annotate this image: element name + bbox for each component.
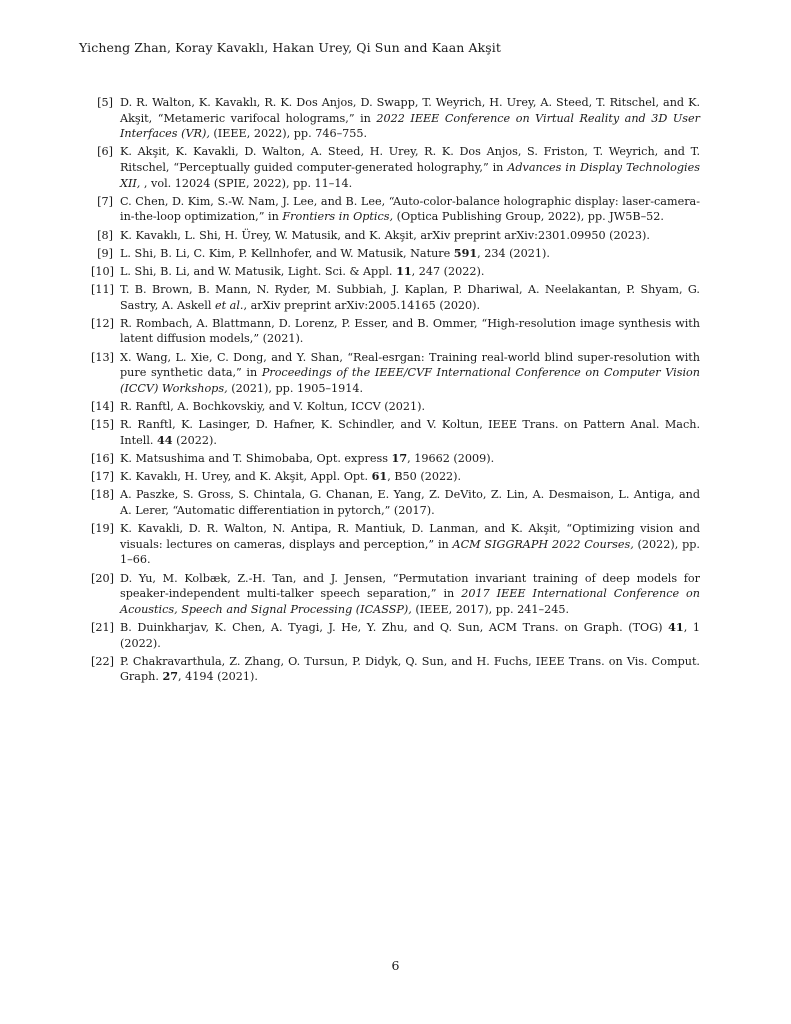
reference-segment: D. Yu, M. Kolbæk, Z.-H. Tan, and J. Jensen, “Permutation invariant training of deep models for speaker-independent multi-talker speech separation,” in xyxy=(120,571,700,601)
reference-number: [19] xyxy=(91,522,114,536)
reference-text xyxy=(120,654,700,685)
reference-segment: (IEEE, 2017), pp. 241–245. xyxy=(411,602,570,616)
reference-segment: , 4194 (2021). xyxy=(178,670,258,684)
reference-venue: et al. xyxy=(215,298,244,312)
reference-segment: K. Kavaklı, L. Shi, H. Ürey, W. Matusik, and K. Akşit, arXiv preprint arXiv:2301.09950 (2023). xyxy=(120,228,650,242)
reference-text xyxy=(120,350,700,397)
reference-entry xyxy=(91,264,700,280)
reference-entry xyxy=(91,194,700,225)
reference-segment: (IEEE, 2022), pp. 746–755. xyxy=(209,127,368,141)
reference-segment: (2022), pp. 1–66. xyxy=(120,537,700,567)
reference-entry xyxy=(91,487,700,518)
reference-entry xyxy=(91,316,700,347)
reference-text xyxy=(120,417,700,448)
reference-segment: R. Rombach, A. Blattmann, D. Lorenz, P. Esser, and B. Ommer, “High-resolution image synthesis with latent diffusion models,” (2021). xyxy=(120,316,700,346)
reference-segment: (2022). xyxy=(172,433,217,447)
reference-text xyxy=(120,399,700,415)
reference-segment: X. Wang, L. Xie, C. Dong, and Y. Shan, “Real-esrgan: Training real-world blind super-resolution with pure synthetic data,” in xyxy=(120,350,700,380)
reference-number: [15] xyxy=(91,418,114,432)
reference-text xyxy=(120,521,700,568)
reference-entry xyxy=(91,282,700,313)
reference-entry xyxy=(91,620,700,651)
reference-number: [7] xyxy=(97,194,113,208)
reference-entry xyxy=(91,521,700,568)
reference-segment: C. Chen, D. Kim, S.-W. Nam, J. Lee, and B. Lee, “Auto-color-balance holographic display: laser-camera-in-the-loop optimization,” in xyxy=(120,194,700,224)
reference-entry xyxy=(91,399,700,415)
reference-entry xyxy=(91,469,700,485)
reference-number: [17] xyxy=(91,470,114,484)
reference-segment: , arXiv preprint arXiv:2005.14165 (2020). xyxy=(243,298,481,312)
reference-segment: D. R. Walton, K. Kavaklı, R. K. Dos Anjos, D. Swapp, T. Weyrich, H. Urey, A. Steed, T. Ritschel, and K. Akşit, “Metameric varifocal holograms,” in xyxy=(120,96,700,125)
reference-entry xyxy=(91,417,700,448)
reference-segment: P. Chakravarthula, Z. Zhang, O. Tursun, P. Didyk, Q. Sun, and H. Fuchs, IEEE Trans. on Vis. Comput. Graph. xyxy=(120,654,700,684)
reference-segment: K. Kavaklı, H. Urey, and K. Akşit, Appl. Opt. xyxy=(120,470,372,484)
reference-number: [16] xyxy=(91,452,114,465)
reference-text xyxy=(120,620,700,651)
reference-number: [6] xyxy=(97,145,113,159)
reference-text xyxy=(120,228,700,244)
reference-entry xyxy=(91,451,700,467)
reference-venue: Advances in Display Technologies XII, xyxy=(120,160,700,190)
reference-number: [9] xyxy=(97,246,113,260)
reference-entry xyxy=(91,246,700,262)
reference-text xyxy=(120,282,700,313)
reference-segment: , 19662 (2009). xyxy=(407,452,495,465)
reference-volume: 44 xyxy=(157,432,173,447)
reference-volume: 17 xyxy=(391,451,408,465)
reference-segment: (2021), pp. 1905–1914. xyxy=(227,381,364,395)
reference-segment: (Optica Publishing Group, 2022), pp. JW5B–52. xyxy=(393,210,664,224)
reference-number: [13] xyxy=(91,350,114,364)
reference-text xyxy=(120,451,700,467)
reference-volume: 27 xyxy=(162,669,179,684)
reference-entry xyxy=(91,654,700,685)
reference-text xyxy=(120,571,700,618)
reference-venue: 2022 IEEE Conference on Virtual Reality and 3D User Interfaces (VR), xyxy=(120,111,700,141)
reference-segment: R. Ranftl, K. Lasinger, D. Hafner, K. Schindler, and V. Koltun, IEEE Trans. on Pattern Anal. Mach. Intell. xyxy=(120,418,700,447)
reference-segment: K. Akşit, K. Kavakli, D. Walton, A. Steed, H. Urey, R. K. Dos Anjos, S. Friston, T. Weyrich, and T. Ritschel, “Perceptually guided computer-generated holography,” in xyxy=(120,145,700,174)
reference-text xyxy=(120,95,700,142)
reference-text xyxy=(120,264,700,280)
reference-number: [21] xyxy=(91,620,114,634)
page-number: 6 xyxy=(391,958,400,973)
reference-number: [10] xyxy=(91,264,114,278)
reference-entry xyxy=(91,228,700,244)
reference-number: [20] xyxy=(91,571,114,585)
reference-text xyxy=(120,246,700,262)
reference-segment: T. B. Brown, B. Mann, N. Ryder, M. Subbiah, J. Kaplan, P. Dhariwal, A. Neelakantan, P. Shyam, G. Sastry, A. Askell xyxy=(120,283,700,312)
reference-venue: ACM SIGGRAPH 2022 Courses, xyxy=(452,537,634,551)
reference-venue: Proceedings of the IEEE/CVF International Conference on Computer Vision (ICCV) Workshops, xyxy=(120,366,700,395)
reference-number: [14] xyxy=(91,400,114,414)
reference-venue: Frontiers in Optics, xyxy=(282,210,394,224)
reference-segment: K. Matsushima and T. Shimobaba, Opt. express xyxy=(120,452,392,465)
reference-segment: L. Shi, B. Li, and W. Matusik, Light. Sci. & Appl. xyxy=(120,264,397,278)
reference-volume: 591 xyxy=(453,245,478,260)
reference-segment: L. Shi, B. Li, C. Kim, P. Kellnhofer, and W. Matusik, Nature xyxy=(120,246,454,260)
reference-entry xyxy=(91,95,700,142)
reference-number: [22] xyxy=(91,654,114,668)
reference-text xyxy=(120,194,700,225)
reference-venue: 2017 IEEE International Conference on Acoustics, Speech and Signal Processing (ICASSP), xyxy=(120,587,700,616)
reference-number: [11] xyxy=(91,283,114,297)
reference-text xyxy=(120,469,700,485)
reference-segment: , 247 (2022). xyxy=(411,264,485,278)
reference-entry xyxy=(91,144,700,191)
reference-segment: B. Duinkharjav, K. Chen, A. Tyagi, J. He, Y. Zhu, and Q. Sun, ACM Trans. on Graph. (TOG) xyxy=(120,620,669,634)
reference-segment: , 1 (2022). xyxy=(120,620,700,650)
reference-number: [12] xyxy=(91,316,114,330)
reference-entry xyxy=(91,571,700,618)
reference-number: [18] xyxy=(91,488,114,502)
reference-segment: , B50 (2022). xyxy=(387,470,462,484)
reference-segment: K. Kavakli, D. R. Walton, N. Antipa, R. Mantiuk, D. Lanman, and K. Akşit, “Optimizing vision and visuals: lectures on cameras, displays and perception,” in xyxy=(120,522,700,551)
reference-segment: A. Paszke, S. Gross, S. Chintala, G. Chanan, E. Yang, Z. DeVito, Z. Lin, A. Desmaison, L. Antiga, and A. Lerer, “Automatic differentiation in pytorch,” (2017). xyxy=(120,488,700,517)
reference-segment: , 234 (2021). xyxy=(477,246,550,260)
reference-entry xyxy=(91,350,700,397)
reference-text xyxy=(120,487,700,518)
reference-text xyxy=(120,144,700,191)
reference-segment: , vol. 12024 (SPIE, 2022), pp. 11–14. xyxy=(140,176,353,190)
reference-volume: 41 xyxy=(668,619,684,634)
reference-text xyxy=(120,316,700,347)
reference-number: [5] xyxy=(97,96,113,109)
reference-volume: 61 xyxy=(371,469,388,484)
reference-list xyxy=(91,95,700,687)
reference-number: [8] xyxy=(97,228,113,242)
reference-volume: 11 xyxy=(396,263,412,278)
running-header: Yicheng Zhan, Koray Kavaklı, Hakan Urey, Qi Sun and Kaan Akşit xyxy=(79,40,502,55)
reference-segment: R. Ranftl, A. Bochkovskiy, and V. Koltun, ICCV (2021). xyxy=(120,400,426,414)
